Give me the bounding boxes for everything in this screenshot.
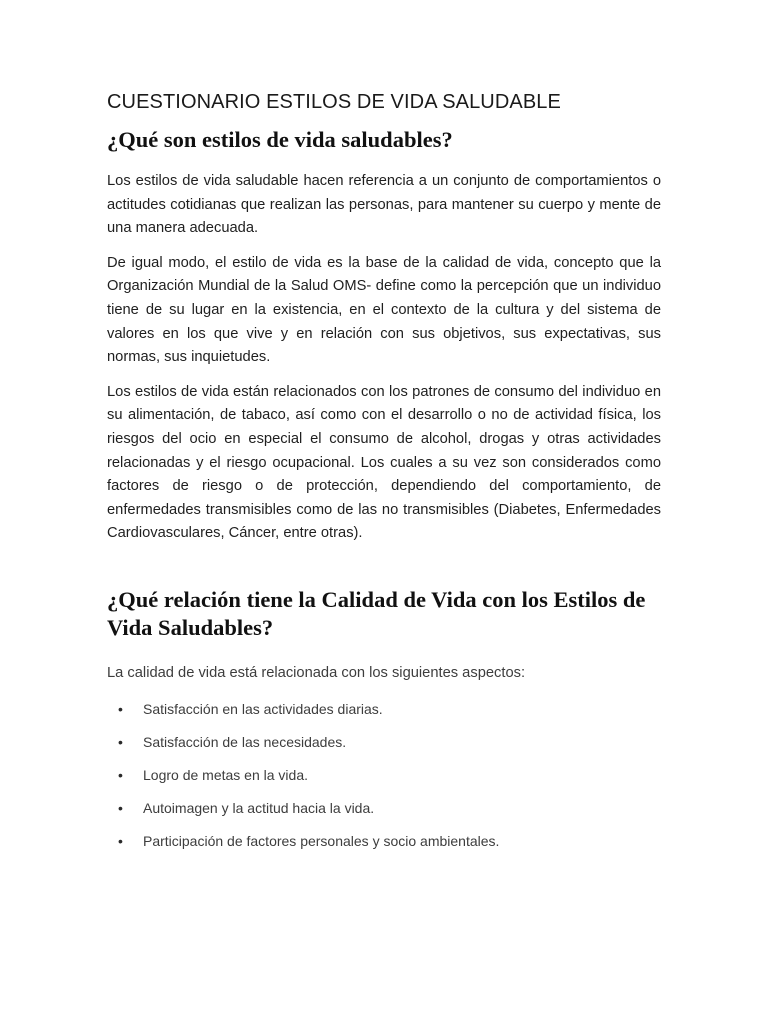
paragraph-definicion: Los estilos de vida saludable hacen referencia a un conjunto de comportamientos o actitudes cotidianas que realizan las personas, para mantener su cuerpo y mente de una manera adecuada.	[107, 173, 661, 237]
aspects-list	[107, 699, 661, 851]
document-title: CUESTIONARIO ESTILOS DE VIDA SALUDABLE	[107, 91, 561, 113]
section-heading-estilos: ¿Qué son estilos de vida saludables?	[107, 127, 453, 152]
list-item	[107, 798, 661, 818]
list-item-text: Satisfacción en las actividades diarias.	[143, 700, 383, 717]
bullet-icon: •	[118, 700, 123, 717]
bullet-icon: •	[118, 832, 123, 849]
bullet-icon: •	[118, 766, 123, 783]
section-heading-relacion: ¿Qué relación tiene la Calidad de Vida con los Estilos de Vida Saludables?	[107, 586, 646, 640]
list-item-text: Autoimagen y la actitud hacia la vida.	[143, 799, 375, 816]
list-item-text: Participación de factores personales y socio ambientales.	[143, 832, 500, 849]
paragraph-patrones-consumo: Los estilos de vida están relacionados con los patrones de consumo del individuo en su alimentación, de tabaco, así como con el desarrollo o no de actividad física, los riesgos del ocio en especial el consumo de alcohol, drogas y otras actividades relacionadas y el riesgo ocupacional. Los cuales a su vez son considerados como factores de riesgo o de protección, dependiendo del comportamiento, de enfermedades transmisibles como de las no transmisibles (Diabetes, Enfermedades Cardiovasculares, Cáncer, entre otras).	[107, 383, 661, 542]
list-item-text: Logro de metas en la vida.	[143, 766, 308, 783]
paragraph-intro-aspectos: La calidad de vida está relacionada con los siguientes aspectos:	[107, 664, 526, 681]
bullet-icon: •	[118, 799, 123, 816]
list-item	[107, 699, 661, 719]
list-item	[107, 765, 661, 785]
list-item-text: Satisfacción de las necesidades.	[143, 733, 347, 750]
bullet-icon: •	[118, 733, 123, 750]
paragraph-calidad-de-vida: De igual modo, el estilo de vida es la base de la calidad de vida, concepto que la Organización Mundial de la Salud OMS- define como la percepción que un individuo tiene de su lugar en la existencia, en el contexto de la cultura y del sistema de valores en los que vive y en relación con sus objetivos, sus expectativas, sus normas, sus inquietudes.	[107, 254, 661, 366]
list-item	[107, 831, 661, 851]
list-item	[107, 732, 661, 752]
